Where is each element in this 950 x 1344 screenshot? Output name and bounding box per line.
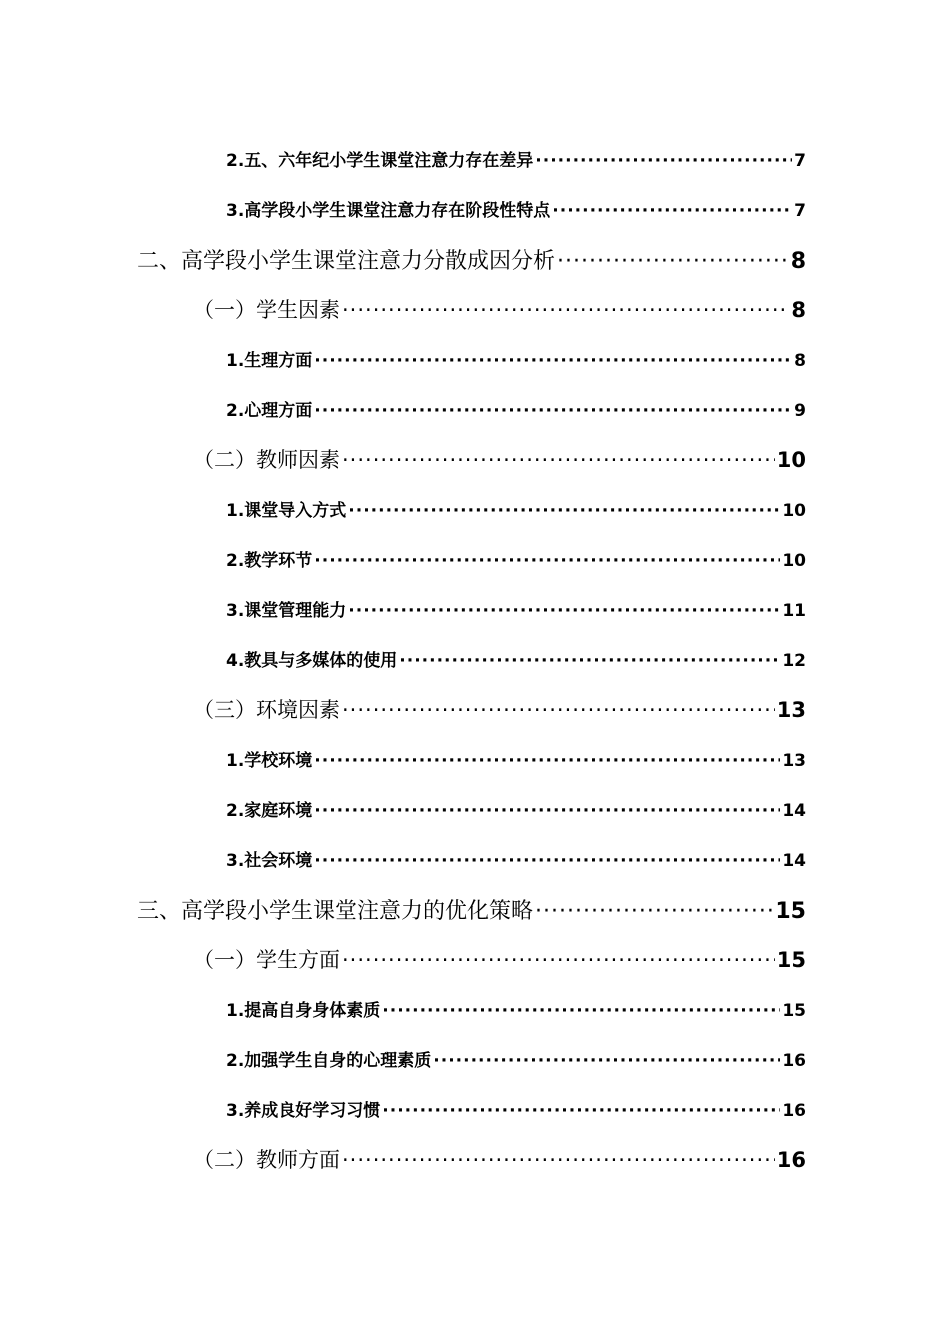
toc-entry[interactable]: [226, 846, 806, 871]
toc-entry-title: 1.学校环境: [226, 751, 313, 771]
dot-leader: [314, 551, 780, 571]
toc-entry[interactable]: [226, 496, 806, 521]
toc-entry-title: 3.社会环境: [226, 851, 313, 871]
toc-entry-title: 2.家庭环境: [226, 801, 313, 821]
dot-leader: [342, 1148, 775, 1172]
toc-entry-page: 16: [782, 1051, 806, 1071]
toc-entry[interactable]: [226, 1096, 806, 1121]
toc-entry-page: 13: [782, 751, 806, 771]
toc-entry-title: （二）教师因素: [193, 448, 340, 472]
toc-entry[interactable]: [226, 796, 806, 821]
dot-leader: [433, 1051, 780, 1071]
toc-entry[interactable]: [226, 546, 806, 571]
toc-entry-page: 15: [775, 899, 806, 924]
toc-entry-page: 7: [794, 151, 806, 171]
dot-leader: [557, 249, 789, 274]
toc-entry-title: 2.五、六年纪小学生课堂注意力存在差异: [226, 151, 534, 171]
toc-entry-page: 7: [794, 201, 806, 221]
toc-entry[interactable]: [193, 694, 806, 724]
toc-entry-page: 15: [782, 1001, 806, 1021]
toc-entry-page: 10: [776, 448, 806, 472]
toc-entry-title: 2.教学环节: [226, 551, 313, 571]
dot-leader: [348, 501, 780, 521]
toc-entry[interactable]: [226, 396, 806, 421]
toc-entry-title: （二）教师方面: [193, 1148, 340, 1172]
toc-entry-title: 1.课堂导入方式: [226, 501, 347, 521]
toc-entry-title: 二、高学段小学生课堂注意力分散成因分析: [137, 249, 556, 274]
toc-entry[interactable]: [226, 346, 806, 371]
toc-entry-title: （一）学生方面: [193, 948, 340, 972]
dot-leader: [314, 751, 780, 771]
toc-entry-title: 3.课堂管理能力: [226, 601, 347, 621]
toc-entry[interactable]: [193, 444, 806, 474]
dot-leader: [535, 151, 792, 171]
dot-leader: [382, 1001, 780, 1021]
toc-entry-title: 1.生理方面: [226, 351, 313, 371]
toc-entry[interactable]: [226, 746, 806, 771]
toc-entry-page: 14: [782, 851, 806, 871]
dot-leader: [314, 851, 780, 871]
toc-entry-title: 2.心理方面: [226, 401, 313, 421]
toc-entry-title: 3.高学段小学生课堂注意力存在阶段性特点: [226, 201, 551, 221]
toc-entry-page: 9: [794, 401, 806, 421]
dot-leader: [552, 201, 792, 221]
toc-entry[interactable]: [193, 294, 806, 324]
toc-entry-title: 4.教具与多媒体的使用: [226, 651, 398, 671]
toc-entry-page: 8: [794, 351, 806, 371]
toc-entry-page: 14: [782, 801, 806, 821]
toc-entry[interactable]: [226, 146, 806, 171]
dot-leader: [382, 1101, 780, 1121]
toc-entry[interactable]: [137, 894, 806, 925]
toc-entry-page: 16: [776, 1148, 806, 1172]
toc-entry-title: 3.养成良好学习习惯: [226, 1101, 381, 1121]
toc-entry-page: 8: [791, 298, 806, 322]
toc-entry-page: 16: [782, 1101, 806, 1121]
dot-leader: [399, 651, 780, 671]
toc-entry-page: 13: [776, 698, 806, 722]
dot-leader: [342, 698, 775, 722]
toc-entry-page: 10: [782, 551, 806, 571]
toc-entry[interactable]: [226, 196, 806, 221]
dot-leader: [348, 601, 780, 621]
toc-entry-title: 1.提高自身身体素质: [226, 1001, 381, 1021]
dot-leader: [342, 948, 775, 972]
toc-entry[interactable]: [226, 646, 806, 671]
dot-leader: [314, 801, 780, 821]
dot-leader: [342, 298, 789, 322]
toc-entry-page: 11: [782, 601, 806, 621]
toc-entry[interactable]: [193, 1144, 806, 1174]
toc-entry[interactable]: [226, 596, 806, 621]
toc-entry-page: 12: [782, 651, 806, 671]
toc-entry-title: 2.加强学生自身的心理素质: [226, 1051, 432, 1071]
toc-entry-page: 8: [790, 249, 806, 274]
toc-entry[interactable]: [226, 1046, 806, 1071]
dot-leader: [314, 401, 792, 421]
toc-entry-title: （一）学生因素: [193, 298, 340, 322]
toc-entry[interactable]: [193, 944, 806, 974]
dot-leader: [314, 351, 792, 371]
toc-entry-title: 三、高学段小学生课堂注意力的优化策略: [137, 899, 534, 924]
toc-entry-page: 15: [776, 948, 806, 972]
toc-entry[interactable]: [226, 996, 806, 1021]
toc-entry[interactable]: [137, 244, 806, 275]
toc-entry-page: 10: [782, 501, 806, 521]
dot-leader: [342, 448, 775, 472]
toc-entry-title: （三）环境因素: [193, 698, 340, 722]
dot-leader: [535, 899, 773, 924]
